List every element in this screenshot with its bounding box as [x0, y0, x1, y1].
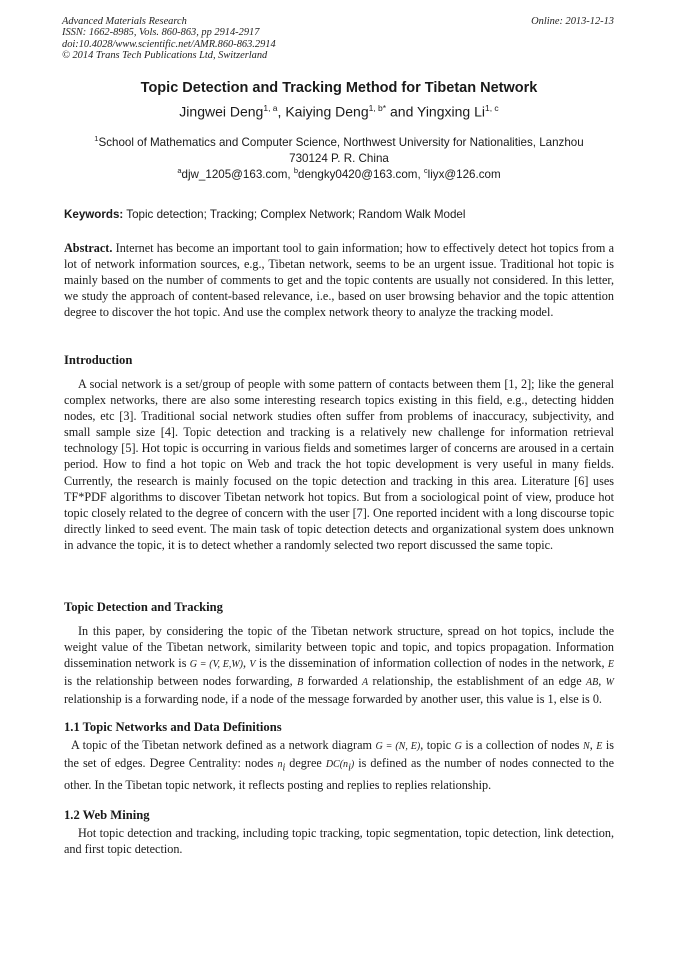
author-emails — [0, 166, 678, 181]
math-expr: ) — [350, 759, 355, 771]
section-heading-topic-detection: Topic Detection and Tracking — [64, 600, 223, 614]
text-run: is the set of edges. Degree Centrality: nodes — [64, 738, 614, 771]
math-expr: n — [277, 759, 283, 771]
math-expr: A — [362, 677, 369, 689]
affil-sup: 1 — [94, 134, 99, 143]
author-sep: , — [277, 103, 286, 120]
subsection-1-2-paragraph: Hot topic detection and tracking, including topic tracking, topic segmentation, topic detection, link detection, and first topic detection. — [64, 826, 614, 857]
math-expr: E — [596, 741, 603, 752]
math-expr: E — [607, 659, 615, 671]
text-run: , topic — [420, 738, 455, 752]
math-expr: V — [249, 659, 256, 671]
email-link: djw_1205@163.com, — [181, 167, 294, 181]
copyright-line: © 2014 Trans Tech Publications Ltd, Switzerland — [62, 50, 268, 62]
author-sep: and — [386, 103, 417, 120]
math-expr: DC(n — [325, 759, 349, 771]
text-run: , — [598, 674, 606, 689]
journal-header — [62, 16, 276, 62]
math-sub: i — [348, 762, 351, 774]
text-run: In this paper, by considering the topic of the Tibetan network structure, spread on hot topics, include the weight value of the Tibetan network, similarity between topic and topic, and topics propagation. Information dissemination network is — [64, 624, 614, 671]
math-expr: G = (V, E,W) — [189, 659, 244, 671]
math-expr: AB — [586, 677, 599, 689]
math-expr: B — [297, 677, 304, 689]
email-sup: c — [423, 166, 428, 175]
text-run: is the relationship between nodes forwarding, — [64, 674, 298, 689]
author-name: Yingxing Li — [417, 103, 485, 120]
text-run: is the dissemination of information collection of nodes in the network, — [255, 656, 608, 671]
author-name: Kaiying Deng — [285, 103, 369, 120]
text-run: is a collection of nodes — [461, 738, 584, 752]
keywords-label: Keywords: — [64, 208, 124, 221]
author-sup: 1, c — [484, 103, 499, 113]
affil-line1: School of Mathematics and Computer Science, Northwest University for Nationalities, Lanzhou — [98, 135, 584, 149]
math-expr: N — [583, 741, 590, 752]
email-link: dengky0420@163.com, — [298, 167, 424, 181]
issn-line: ISSN: 1662-8985, Vols. 860-863, pp 2914-2917 — [62, 27, 260, 39]
abstract-label: Abstract. — [64, 241, 113, 255]
section-heading-introduction: Introduction — [64, 353, 133, 367]
math-expr: G = (N, E) — [375, 741, 421, 752]
author-name: Jingwei Deng — [179, 103, 264, 120]
email-sup: b — [293, 166, 299, 175]
subsection-heading-1-1: 1.1 Topic Networks and Data Definitions — [64, 720, 282, 734]
paper-title: Topic Detection and Tracking Method for Tibetan Network — [140, 80, 538, 96]
text-run: relationship, the establishment of an edge — [368, 674, 586, 689]
email-sup: a — [177, 166, 182, 175]
topic-detection-paragraph — [64, 623, 614, 707]
keywords — [64, 208, 614, 221]
math-expr: G — [454, 741, 462, 752]
text-run: , — [243, 656, 250, 671]
text-run: , — [589, 738, 597, 752]
abstract-text: Internet has become an important tool to gain information; how to effectively detect hot topics from a lot of network information sources, e.g., Tibetan network, seems to be an urgent issue. Traditional hot topic is mainly based on the number of comments to get and the topic contents are usually not considered. In this letter, we study the approach of content-based relevance, i.e., based on user browsing behavior and the topic attention degree to discover the hot topic. And use the complex network theory to analyze the tracking model. — [64, 241, 614, 320]
affil-line2: 730124 P. R. China — [289, 152, 389, 166]
doi-line: doi:10.4028/www.scientific.net/AMR.860-863.2914 — [62, 38, 276, 50]
author-list — [0, 103, 678, 120]
keywords-text: Topic detection; Tracking; Complex Network; Random Walk Model — [123, 208, 466, 221]
text-run: relationship is a forwarding node, if a node of the message forwarded by another user, this value is 1, else is 0. — [64, 692, 602, 707]
journal-name: Advanced Materials Research — [62, 16, 187, 27]
email-link: liyx@126.com — [427, 167, 501, 181]
math-expr: W — [605, 677, 614, 689]
affiliation — [70, 131, 608, 168]
subsection-heading-1-2: 1.2 Web Mining — [64, 808, 150, 822]
text-run: is defined as the number of nodes connected to the other. In the Tibetan topic network, it reflects posting and replies to replies relationship. — [64, 756, 614, 792]
introduction-paragraph: A social network is a set/group of people with some pattern of contacts between them [1, 2]; like the general complex networks, there are also some interesting research topics existing in this field, e.g., detecting hidden nodes, etc [3]. Traditional social network studies often suffer from problems of inaccuracy, subjectivity, and small sample size [4]. Topic detection and tracking is a relatively new challenge for information retrieval technology [5]. Hot topic is occurring in various fields and sometimes larger of concerns are aroused in a certain period. How to find a hot topic on Web and track the hot topic development is very useful in many fields. Currently, the research is mainly focused on the topic detection and tracking in this area. Literature [6] uses TF*PDF algorithms to discover Tibetan network hot topics. But from a sociological point of view, produce hot topic closely related to the degree of concern with the user [7]. One reported incident with a long discourse topic directly linked to seed event. The main task of topic detection detects and organizational system does unknown in advance the topic, it is to detect whether a randomly selected two report discussed the same topic. — [64, 377, 614, 552]
author-sup: 1, a — [263, 103, 278, 113]
subsection-1-1-paragraph — [64, 737, 614, 793]
abstract — [64, 240, 614, 320]
text-run: forwarded — [303, 674, 363, 689]
text-run: A topic of the Tibetan network defined as a network diagram — [71, 738, 376, 752]
online-date: Online: 2013-12-13 — [531, 16, 614, 27]
math-sub: i — [282, 762, 286, 774]
text-run: degree — [285, 756, 326, 771]
author-sup: 1, b* — [368, 103, 387, 113]
